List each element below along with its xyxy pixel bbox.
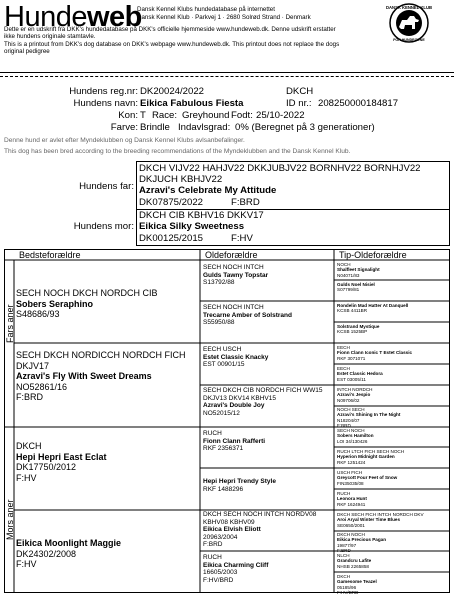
grandparent-4: Eikica Moonlight Maggie DK24302/2008 F:HV <box>16 538 122 569</box>
color-value: Brindle <box>140 122 170 133</box>
kon-label: Kon: <box>118 110 138 121</box>
header-divider <box>0 72 454 73</box>
id-label: ID nr.: <box>286 98 312 109</box>
mother-box <box>136 209 450 246</box>
ggp-6: EECH Estet Classic Hedora EST 03005/11 <box>337 366 383 382</box>
ggp-15: NLCH Grandcru Lafite NHSB 2265858 <box>337 553 372 569</box>
mother-label: Hundens mor: <box>73 221 134 232</box>
great-grandparent-6: Hepi Hepri Trendy Style RKF 1488296 <box>203 478 276 493</box>
dog-name: Eikica Fabulous Fiesta <box>140 98 244 109</box>
father-info: F:BRD <box>231 197 260 208</box>
side-label-mother: Mors aner <box>5 499 15 540</box>
ggp-13: DKCH SECH FICH INTCH NORDCH DKV Aroi Aryal Winter Time Blues SE0650/2001 <box>337 512 424 528</box>
father-box <box>136 161 450 210</box>
inbreeding-label: Indavlsgrad: <box>178 122 231 133</box>
color-label: Farve: <box>110 122 138 133</box>
father-titles: DKCH VIJV22 HAHJV22 DKKJUBJV22 BORNHV22 BORNHJV22 <box>139 163 421 174</box>
svg-text:FOR HUNDEGENE: FOR HUNDEGENE <box>393 38 425 42</box>
reg-country: DKCH <box>286 86 314 97</box>
ggp-3: Rondelin Mad Hatter At Danquell KCSB 4411BR <box>337 303 409 314</box>
ggp-5: EECH Fionn Clann Iconic T Estet Classic RKF 3071071 <box>337 345 413 361</box>
breeding-note-en: This dog has been bred according to the breeding recommendations of the Myndeklubben and the Dansk Kennel Klub. <box>4 148 351 155</box>
father-reg: DK07875/2022 <box>139 197 204 208</box>
kon-value: T <box>140 110 146 121</box>
ggp-12: RUCH Leonora Hunt RKF 1624941 <box>337 491 367 507</box>
header-divider-dashed <box>0 76 454 78</box>
ggp-16: DKCH Gamesome Teazel 05185/96 F:HV/BRD <box>337 574 377 594</box>
mother-reg: DK00125/2015 <box>139 233 204 244</box>
ggp-7: INTCH NORDCH Azravi's Jespio N09706/02 <box>337 387 373 403</box>
hundeweb-logo: Hundeweb <box>4 1 142 33</box>
ggp-4: Solstrand Mystique KCSB 1525BP <box>337 324 380 335</box>
great-grandparent-4: SECH DKCH CIB NORDCH FICH WW15 DKJV13 DKV14 KBHV15 Azravi's Double Joy NO52015/12 <box>203 387 323 417</box>
side-label-father: Fars aner <box>5 304 15 343</box>
dkk-seal-logo <box>374 3 444 43</box>
born-label: Fodt: <box>231 110 253 121</box>
reg-label: Hundens reg.nr: <box>69 86 138 97</box>
great-grandparent-8: RUCH Eikica Charming Cliff 16605/2003 F:HV/BRD <box>203 554 269 584</box>
ggp-11: USCH FICH Greycott Four Feet of Snow FIN35035/08 <box>337 470 398 486</box>
father-name: Azravi's Celebrate My Attitude <box>139 185 277 196</box>
great-grandparent-3: EECH USCH Estet Classic Knacky EST 00901/15 <box>203 346 269 369</box>
great-grandparent-7: DKCH SECH NOCH INTCH NORDV08 KBHV08 KBHV09 Eikica Elvish Eliott 20963/2004 F:BRD <box>203 511 317 549</box>
mother-name: Eikica Silky Sweetness <box>139 221 245 232</box>
dkk-address: Dansk Kennel Klubs hundedatabase på internettet Dansk Kennel Klub · Parkvej 1 · 2680 Solrød Strand · Denmark <box>137 6 311 21</box>
svg-text:DANSK KENNEL KLUB: DANSK KENNEL KLUB <box>386 5 432 10</box>
col-header-grandparents: Bedsteforældre <box>19 250 81 260</box>
col-header-great-grandparents: Oldeforældre <box>205 250 258 260</box>
reg-value: DK20024/2022 <box>140 86 205 97</box>
father-label: Hundens far: <box>79 181 134 192</box>
disclaimer-text: Dette er en udskrift fra DKK's hundedatabase på DKK's officielle hjemmeside www.hundeweb.dk. Denne udskrift erstatter ikke hundens originale stamtavle. This is a printout from DKK's dog database on DKK's webpage www.hundeweb.dk. This printout does not replace the dogs original pedigree <box>4 26 340 56</box>
born-value: 25/10-2022 <box>256 110 305 121</box>
race-value: Greyhound <box>182 110 230 121</box>
grandparent-3: DKCH Hepi Hepri East Eclat DK17750/2012 F:HV <box>16 441 107 483</box>
inbreeding-value: 0% (Beregnet på 3 generationer) <box>235 122 375 133</box>
mother-info: F:HV <box>231 233 253 244</box>
race-label: Race: <box>152 110 178 121</box>
name-label: Hundens navn: <box>73 98 138 109</box>
father-titles-2: DKJUCH KBHJV22 <box>139 174 223 185</box>
ggp-9: SECH NOCH Sobers Hamilton LOI 34/130426 <box>337 428 374 444</box>
ggp-14: DKCH NOCH Eikica Precious Pagan 19877/97 F:BRD <box>337 532 387 552</box>
ggp-8: NOCH SECH Azravi's Shining In The Night N18204/07 F:BRD <box>337 407 401 427</box>
ggp-1: NOCH Shalfleet Signalight N04071/83 <box>337 262 380 278</box>
great-grandparent-2: SECH NOCH INTCH Trecarne Amber of Solstrand S55950/88 <box>203 304 292 327</box>
breeding-note-da: Denne hund er avlet efter Myndeklubben og Dansk Kennel Klubs avlsanbefalinger. <box>4 137 245 144</box>
great-grandparent-5: RUCH Fionn Clann Rafferti RKF 2356371 <box>203 430 266 453</box>
ggp-10: RUCH LTCH FICH SECH NOCH Hyperion Midnight Garden RKF 1251424 <box>337 449 405 465</box>
ggp-2: Gulds Noel Nisiel S07799/81 <box>337 282 375 293</box>
col-header-ggp: Tip-Oldeforældre <box>339 250 407 260</box>
id-value: 208250000184817 <box>318 98 399 109</box>
grandparent-1: SECH NOCH DKCH NORDCH CIB Sobers Seraphino S48686/93 <box>16 288 158 319</box>
grandparent-2: SECH DKCH NORDICCH NORDCH FICH DKJV17 Azravi's Fly With Sweet Dreams NO52861/16 F:BRD <box>16 350 186 402</box>
great-grandparent-1: SECH NOCH INTCH Gulds Tawny Topstar S13792/88 <box>203 264 269 287</box>
mother-titles: DKCH CIB KBHV16 DKKV17 <box>139 210 264 221</box>
